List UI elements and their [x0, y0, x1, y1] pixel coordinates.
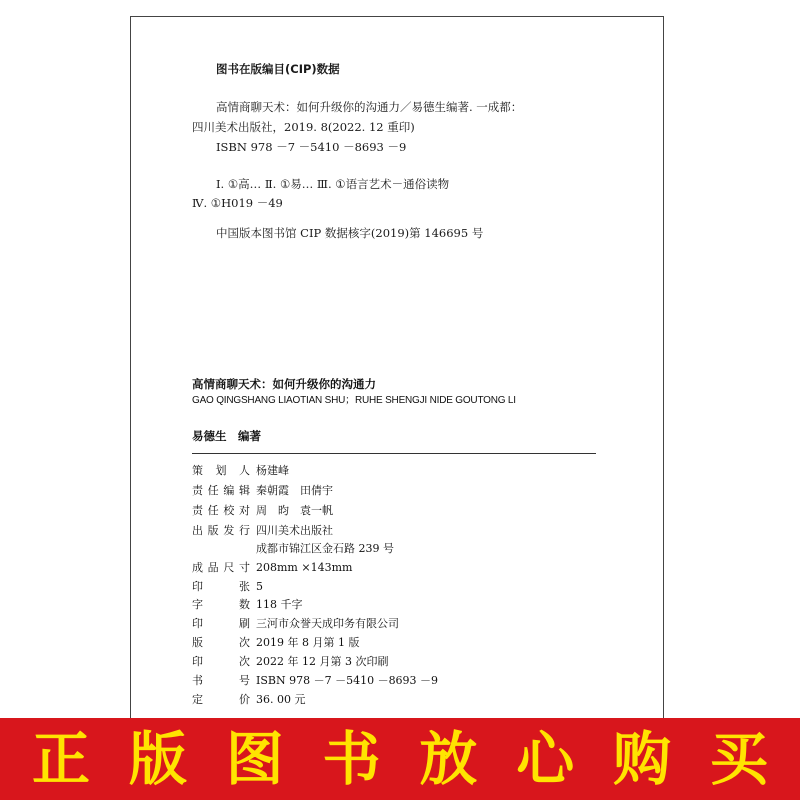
colophon-label: 书 号 [192, 674, 250, 687]
colophon-label: 责任校对 [192, 504, 250, 517]
colophon-label: 出版发行 [192, 524, 250, 537]
colophon-value: ISBN 978 －7 －5410 －8693 －9 [256, 674, 439, 687]
banner-char: 正 [32, 725, 91, 793]
banner-char: 版 [128, 725, 187, 793]
colophon-row [192, 559, 352, 576]
book-title-pinyin: GAO QINGSHANG LIAOTIAN SHU；RUHE SHENGJI NIDE GOUTONG LI [192, 395, 516, 406]
colophon-value: 四川美术出版社 [256, 524, 333, 537]
colophon-row [192, 578, 263, 595]
colophon-row [192, 691, 305, 708]
cip-line-6: 中国版本图书馆 CIP 数据核字(2019)第 146695 号 [216, 226, 484, 240]
banner-char: 买 [709, 725, 768, 793]
banner-char: 书 [322, 725, 381, 793]
colophon-label: 字 数 [192, 598, 250, 611]
colophon-label: 印 张 [192, 580, 250, 593]
colophon-value: 成都市锦江区金石路 239 号 [256, 542, 394, 555]
cip-line-4: Ⅰ. ①高… Ⅱ. ①易… Ⅲ. ①语言艺术－通俗读物 [216, 177, 450, 191]
colophon-value: 2019 年 8 月第 1 版 [256, 636, 360, 649]
colophon-value: 118 千字 [256, 598, 303, 611]
colophon-row [192, 653, 388, 670]
colophon-value: 208mm ×143mm [256, 561, 353, 574]
colophon-row [192, 672, 438, 689]
colophon-label: 责任编辑 [192, 484, 250, 497]
colophon-value: 秦朝霞 田倩宇 [256, 484, 333, 497]
cip-heading: 图书在版编目(CIP)数据 [216, 62, 340, 76]
colophon-label [192, 540, 250, 557]
banner-char: 心 [516, 725, 575, 793]
colophon-row [192, 540, 394, 557]
book-title: 高情商聊天术：如何升级你的沟通力 [192, 377, 376, 391]
colophon-label: 版 次 [192, 636, 250, 649]
colophon-label: 印 次 [192, 655, 250, 668]
colophon-label: 成品尺寸 [192, 561, 250, 574]
colophon-value: 36. 00 元 [256, 693, 306, 706]
colophon-row [192, 522, 333, 539]
colophon-value: 2022 年 12 月第 3 次印刷 [256, 655, 389, 668]
colophon-label: 定 价 [192, 693, 250, 706]
cip-line-1: 高情商聊天术：如何升级你的沟通力／易德生编著. 一成都： [216, 100, 523, 114]
cip-line-5: Ⅳ. ①H019 －49 [192, 196, 283, 210]
colophon-row [192, 596, 303, 613]
colophon-row [192, 482, 333, 499]
colophon-value: 5 [256, 580, 263, 593]
colophon-value: 三河市众誉天成印务有限公司 [256, 617, 399, 630]
banner-char: 图 [225, 725, 284, 793]
banner-char: 购 [613, 725, 672, 793]
colophon-value: 周 昀 袁一帆 [256, 504, 333, 517]
colophon-label: 印 刷 [192, 617, 250, 630]
cip-line-2: 四川美术出版社，2019. 8(2022. 12 重印) [192, 120, 415, 134]
colophon-row [192, 615, 399, 632]
colophon-value: 杨建峰 [256, 464, 289, 477]
author-line: 易德生 编著 [192, 429, 261, 443]
colophon-row [192, 634, 359, 651]
banner-char: 放 [419, 725, 478, 793]
colophon-row [192, 462, 289, 479]
colophon-row [192, 502, 333, 519]
divider-line [192, 453, 596, 454]
genuine-book-banner [0, 718, 800, 800]
colophon-label: 策 划 人 [192, 464, 250, 477]
cip-line-3: ISBN 978 －7 －5410 －8693 －9 [216, 140, 407, 154]
